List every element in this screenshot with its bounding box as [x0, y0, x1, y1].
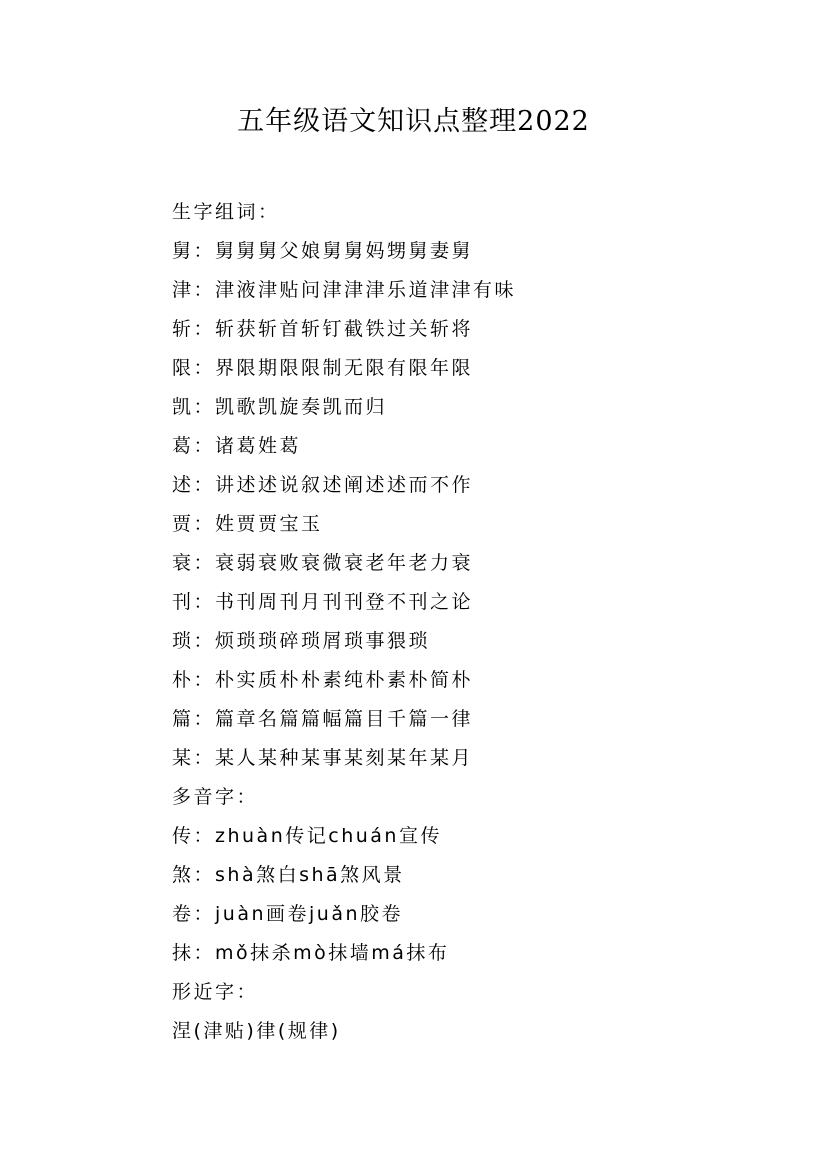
- document-body: [172, 193, 732, 1051]
- text-line: 葛：诸葛姓葛: [172, 435, 302, 457]
- text-line: 涅(津贴)律(规律): [172, 1020, 341, 1042]
- text-line: 凯：凯歌凯旋奏凯而归: [172, 396, 388, 418]
- section-heading-similar-characters: 形近字：: [172, 981, 259, 1003]
- text-line: 传：zhuàn传记chuán宣传: [172, 825, 442, 847]
- text-line: 篇：篇章名篇篇幅篇目千篇一律: [172, 708, 474, 730]
- text-line: 限：界限期限限制无限有限年限: [172, 357, 474, 379]
- text-line: 斩：斩获斩首斩钉截铁过关斩将: [172, 318, 474, 340]
- text-line: 朴：朴实质朴朴素纯朴素朴简朴: [172, 669, 474, 691]
- text-line: 琐：烦琐琐碎琐屑琐事猥琐: [172, 630, 431, 652]
- section-heading-polyphones: 多音字：: [172, 786, 259, 808]
- text-line: 舅：舅舅舅父娘舅舅妈甥舅妻舅: [172, 240, 474, 262]
- document-title: 五年级语文知识点整理2022: [237, 106, 590, 137]
- text-line: 抹：mǒ抹杀mò抹墙má抹布: [172, 942, 450, 964]
- text-line: 衰：衰弱衰败衰微衰老年老力衰: [172, 552, 474, 574]
- text-line: 述：讲述述说叙述阐述述而不作: [172, 474, 474, 496]
- text-line: 某：某人某种某事某刻某年某月: [172, 747, 474, 769]
- text-line: 煞：shà煞白shā煞风景: [172, 864, 405, 886]
- section-heading-vocabulary: 生字组词：: [172, 201, 280, 223]
- text-line: 津：津液津贴问津津津乐道津津有味: [172, 279, 517, 301]
- text-line: 贾：姓贾贾宝玉: [172, 513, 323, 535]
- text-line: 卷：juàn画卷juǎn胶卷: [172, 903, 404, 925]
- text-line: 刊：书刊周刊月刊刊登不刊之论: [172, 591, 474, 613]
